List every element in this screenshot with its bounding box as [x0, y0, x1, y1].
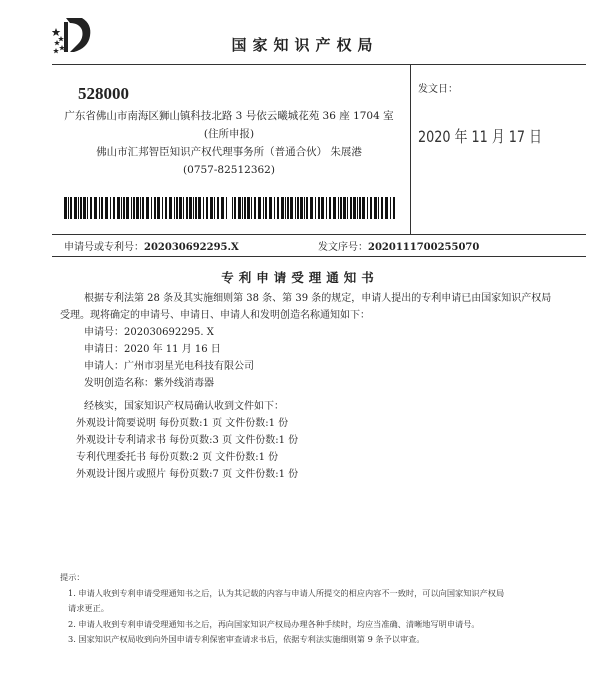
- document-body: [60, 290, 586, 392]
- issue-date: 2020 年 11 月 17 日: [418, 127, 542, 146]
- note-item: 3. 国家知识产权局收到向外国申请专利保密审查请求书后，依据专利法实施细则第 9 条予以审查。: [68, 634, 425, 644]
- field-application-date: 申请日：2020 年 11 月 16 日: [84, 344, 221, 355]
- barcode-right: [232, 197, 396, 219]
- office-name: 国家知识产权局: [231, 36, 379, 54]
- file-item: 外观设计专利请求书 每份页数:3 页 文件份数:1 份: [76, 435, 299, 446]
- serial-no-label: 发文序号：: [318, 242, 368, 253]
- issue-date-label: 发文日：: [418, 84, 458, 95]
- file-item: 外观设计简要说明 每份页数:1 页 文件份数:1 份: [76, 418, 289, 429]
- address-line: 广东省佛山市南海区狮山镇科技北路 3 号依云曦城花苑 36 座 1704 室: [64, 110, 394, 122]
- notes-section: [60, 570, 586, 648]
- note-item: 请求更正。: [68, 603, 109, 613]
- agent-line: 佛山市汇邦智臣知识产权代理事务所（普通合伙） 朱展港: [96, 146, 362, 158]
- notes-title: 提示：: [60, 572, 85, 582]
- files-section: [60, 398, 586, 483]
- serial-no-row: [318, 238, 479, 253]
- file-item: 专利代理委托书 每份页数:2 页 文件份数:1 份: [76, 452, 279, 463]
- field-invention-name: 发明创造名称：紫外线消毒器: [84, 378, 214, 389]
- application-no-row: [64, 238, 239, 253]
- ids-divider-top: [52, 234, 586, 235]
- ids-divider-bottom: [52, 256, 586, 257]
- intro-line: 受理。现将确定的申请号、申请日、申请人和发明创造名称通知如下：: [60, 310, 370, 321]
- file-item: 外观设计图片或照片 每份页数:7 页 文件份数:1 份: [76, 469, 299, 480]
- note-item: 2. 申请人收到专利申请受理通知书之后，再向国家知识产权局办理各种手续时，均应当准确、清晰地写明申请号。: [68, 618, 480, 629]
- barcode-left: [64, 197, 228, 219]
- header-divider: [52, 64, 586, 65]
- serial-no: 2020111700255070: [368, 242, 480, 253]
- field-applicant: 申请人：广州市羽星光电科技有限公司: [84, 361, 254, 372]
- files-intro: 经核实，国家知识产权局确认收到文件如下：: [84, 401, 284, 412]
- note-item: 1. 申请人收到专利申请受理通知书之后，认为其记载的内容与申请人所提交的相应内容不一致时，可以向国家知识产权局: [68, 587, 505, 598]
- agent-phone: (0757-82512362): [183, 164, 275, 176]
- address-line: (住所申报): [203, 128, 255, 140]
- intro-line: 根据专利法第 28 条及其实施细则第 38 条、第 39 条的规定，申请人提出的专利申请已由国家知识产权局: [84, 293, 552, 304]
- zip-code: 528000: [78, 84, 129, 103]
- date-box-divider: [410, 64, 411, 234]
- field-application-no: 申请号：202030692295. X: [84, 327, 214, 338]
- application-no: 202030692295.X: [144, 242, 239, 253]
- document-title: 专利申请受理通知书: [221, 270, 379, 285]
- application-no-label: 申请号或专利号：: [64, 242, 144, 253]
